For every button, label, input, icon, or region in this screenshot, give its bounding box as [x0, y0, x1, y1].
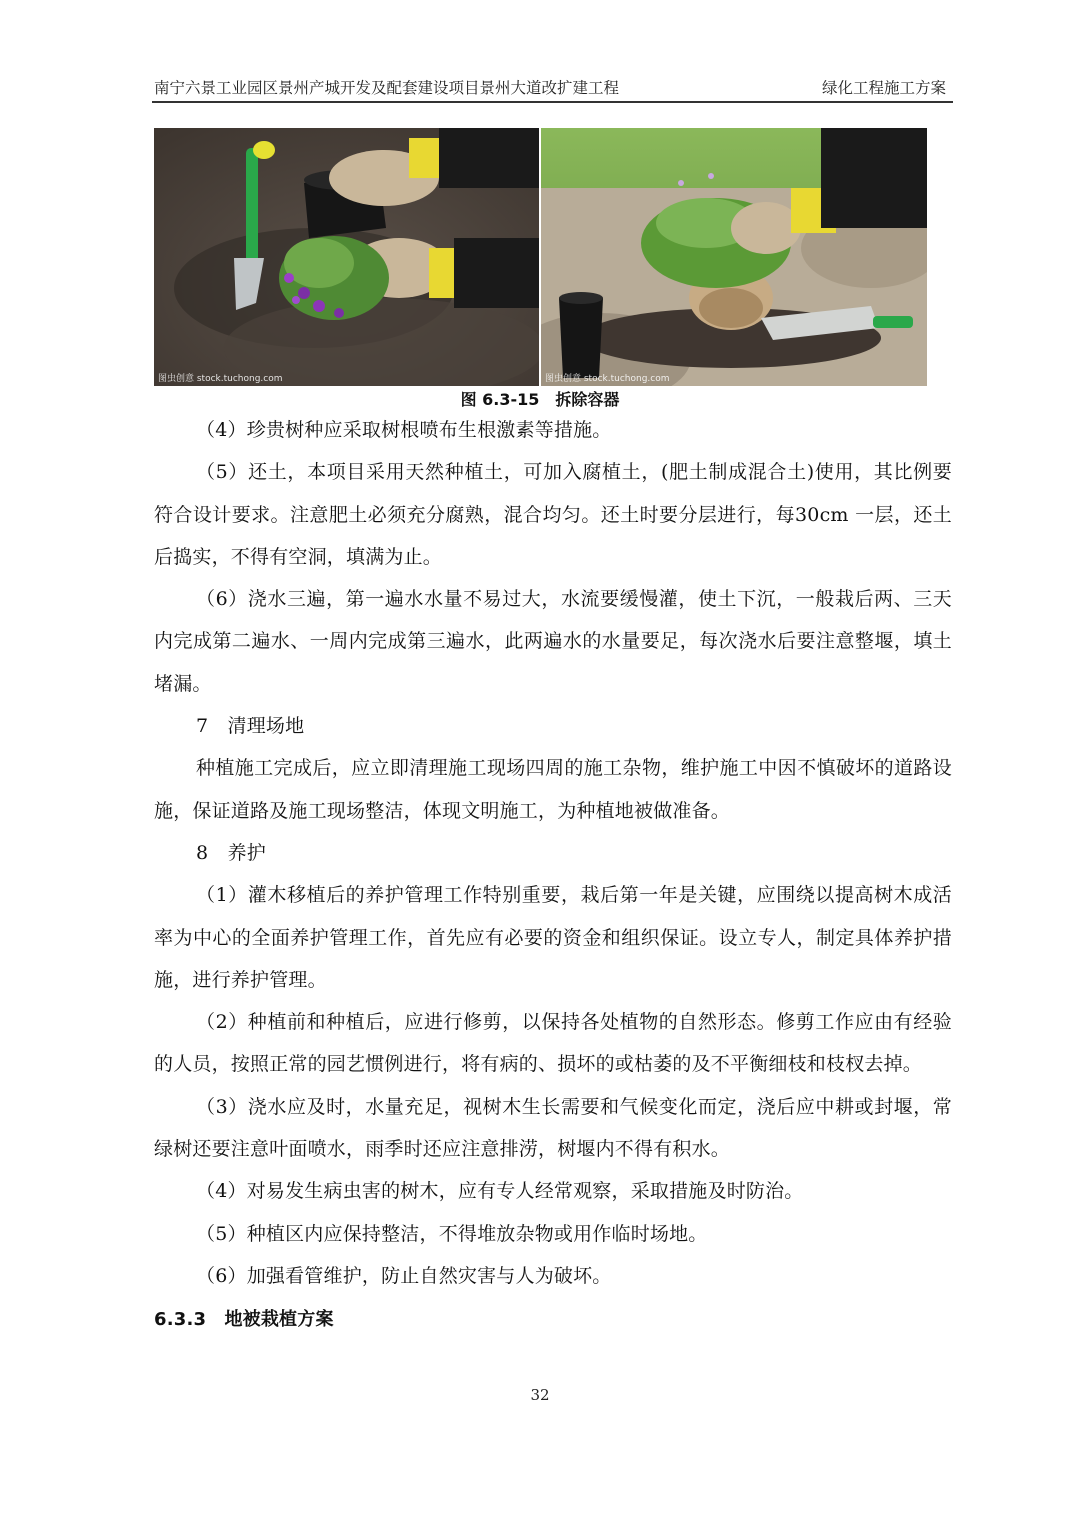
- photo-removing-container: [541, 128, 927, 386]
- paragraph: （5）还土，本项目采用天然种植土，可加入腐植土，(肥土制成混合土)使用，其比例要符合设计要求。注意肥土必须充分腐熟，混合均匀。还土时要分层进行，每30cm 一层，还土后捣实，不得有空洞，填满为止。: [154, 461, 952, 568]
- page-number: 32: [530, 1386, 550, 1404]
- paragraph: 种植施工完成后，应立即清理施工现场四周的施工杂物，维护施工中因不慎破坏的道路设施，保证道路及施工现场整洁，体现文明施工，为种植地被做准备。: [154, 757, 952, 822]
- paragraph: （6）浇水三遍，第一遍水水量不易过大，水流要缓慢灌，使土下沉，一般栽后两、三天内完成第二遍水、一周内完成第三遍水，此两遍水的水量要足，每次浇水后要注意整堰，填土堵漏。: [154, 588, 952, 695]
- photo-watermark-left: 图虫创意 stock.tuchong.com: [158, 374, 283, 384]
- paragraph: （4）对易发生病虫害的树木，应有专人经常观察，采取措施及时防治。: [196, 1180, 804, 1203]
- section-title-maintenance: 8 养护: [196, 841, 266, 864]
- section-heading: 6.3.3 地被栽植方案: [154, 1309, 334, 1331]
- paragraph: （5）种植区内应保持整洁，不得堆放杂物或用作临时场地。: [196, 1222, 708, 1245]
- header-project-title: 南宁六景工业园区景州产城开发及配套建设项目景州大道改扩建工程: [154, 79, 620, 97]
- figure-caption: 图 6.3-15 拆除容器: [460, 390, 620, 409]
- paragraph: （6）加强看管维护，防止自然灾害与人为破坏。: [196, 1264, 612, 1287]
- photo-planting-from-pot: [154, 128, 539, 386]
- page-header: [154, 74, 952, 100]
- header-rule: [152, 101, 953, 103]
- section-title-clear-site: 7 清理场地: [196, 715, 305, 738]
- paragraph: （2）种植前和种植后，应进行修剪，以保持各处植物的自然形态。修剪工作应由有经验的人员，按照正常的园艺惯例进行，将有病的、损坏的或枯萎的及不平衡细枝和枝杈去掉。: [154, 1011, 952, 1076]
- paragraph: （4）珍贵树种应采取树根喷布生根激素等措施。: [196, 419, 612, 441]
- header-document-title: 绿化工程施工方案: [821, 79, 946, 97]
- paragraph: （1）灌木移植后的养护管理工作特别重要，栽后第一年是关键，应围绕以提高树木成活率为中心的全面养护管理工作，首先应有必要的资金和组织保证。设立专人，制定具体养护措施，进行养护管理。: [154, 884, 952, 991]
- paragraph: （3）浇水应及时，水量充足，视树木生长需要和气候变化而定，浇后应中耕或封堰，常绿树还要注意叶面喷水，雨季时还应注意排涝，树堰内不得有积水。: [154, 1095, 952, 1161]
- body-text: [154, 409, 952, 1342]
- photo-watermark-right: 图虫创意 stock.tuchong.com: [545, 374, 670, 384]
